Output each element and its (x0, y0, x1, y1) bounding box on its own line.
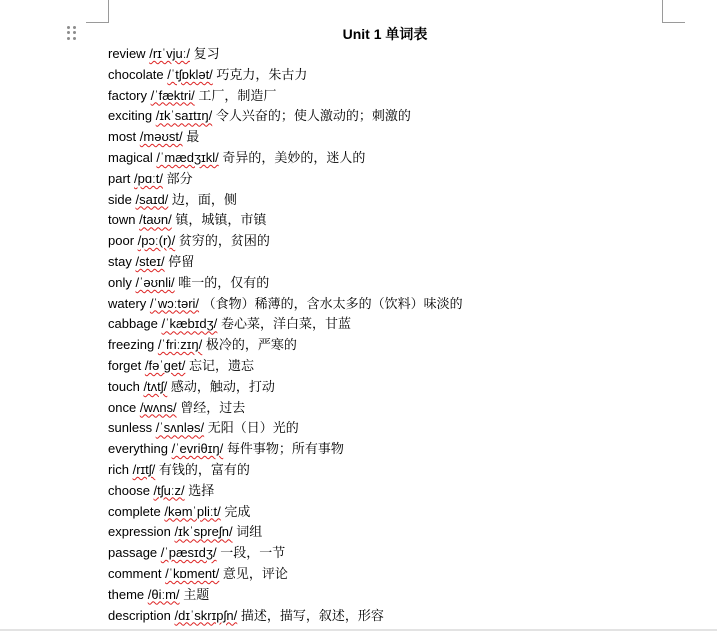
page-corner-mark-left (86, 0, 109, 23)
vocabulary-row (108, 585, 708, 606)
vocabulary-row (108, 169, 708, 190)
vocabulary-meaning: 唯一的，仅有的 (178, 275, 270, 291)
vocabulary-row (108, 564, 708, 585)
vocabulary-word: freezing (108, 337, 155, 353)
vocabulary-row (108, 418, 708, 439)
vocabulary-row (108, 44, 708, 65)
vocabulary-row (108, 481, 708, 502)
vocabulary-meaning: 令人兴奋的；使人激动的；刺激的 (215, 109, 411, 125)
vocabulary-row (108, 148, 708, 169)
vocabulary-row (108, 252, 708, 273)
vocabulary-phonetic: /ˈsʌnləs/ (155, 420, 205, 436)
vocabulary-row (108, 273, 708, 294)
vocabulary-word: touch (108, 378, 140, 394)
vocabulary-word: side (108, 191, 132, 207)
vocabulary-phonetic: /ɪkˈspreʃn/ (174, 524, 233, 540)
vocabulary-row (108, 335, 708, 356)
vocabulary-row (108, 65, 708, 86)
vocabulary-meaning: 最 (186, 130, 200, 146)
vocabulary-phonetic: /ˈtʃɒklət/ (167, 66, 213, 82)
vocabulary-word: cabbage (108, 316, 158, 332)
vocabulary-row (108, 377, 708, 398)
vocabulary-meaning: 工厂，制造厂 (198, 88, 277, 104)
vocabulary-row (108, 398, 708, 419)
vocabulary-phonetic: /saɪd/ (135, 191, 169, 207)
vocabulary-phonetic: /rɪtʃ/ (132, 461, 156, 477)
vocabulary-word: review (108, 46, 146, 61)
vocabulary-phonetic: /steɪ/ (135, 253, 165, 269)
vocabulary-row (108, 231, 708, 252)
vocabulary-phonetic: /fəˈɡet/ (144, 357, 186, 373)
vocabulary-phonetic: /ɪkˈsaɪtɪŋ/ (155, 108, 213, 124)
vocabulary-row (108, 439, 708, 460)
vocabulary-word: exciting (108, 108, 153, 124)
vocabulary-phonetic: /ˈfriːzɪŋ/ (157, 337, 203, 353)
vocabulary-phonetic: /ˈwɔːtəri/ (149, 295, 200, 311)
vocabulary-meaning: 无阳（日）光的 (207, 421, 299, 437)
vocabulary-phonetic: /wʌns/ (139, 399, 177, 415)
vocabulary-phonetic: /tʃuːz/ (153, 482, 185, 498)
vocabulary-word: expression (108, 524, 171, 540)
vocabulary-word: town (108, 212, 136, 228)
vocabulary-phonetic: /ˈəʊnli/ (135, 274, 175, 290)
vocabulary-meaning: 部分 (166, 171, 193, 187)
vocabulary-word: forget (108, 357, 142, 373)
document-title: Unit 1 单词表 (342, 26, 428, 42)
vocabulary-phonetic: /tʌtʃ/ (143, 378, 168, 394)
vocabulary-phonetic: /ˈpæsɪdʒ/ (160, 545, 217, 561)
vocabulary-meaning: 镇，城镇，市镇 (175, 213, 267, 229)
vocabulary-word: only (108, 274, 132, 290)
vocabulary-word: theme (108, 586, 145, 602)
vocabulary-row (108, 86, 708, 107)
vocabulary-meaning: 边，面，侧 (171, 192, 237, 208)
vocabulary-row (108, 543, 708, 564)
vocabulary-meaning: 停留 (168, 254, 195, 270)
vocabulary-row (108, 210, 708, 231)
vocabulary-phonetic: /pɑːt/ (134, 170, 163, 186)
vocabulary-row (108, 127, 708, 148)
vocabulary-word: factory (108, 87, 148, 103)
vocabulary-meaning: 感动，触动，打动 (170, 379, 275, 395)
vocabulary-meaning: 有钱的，富有的 (158, 462, 250, 478)
vocabulary-word: comment (108, 565, 162, 581)
vocabulary-phonetic: /ˈevriθɪŋ/ (171, 441, 224, 457)
vocabulary-row (108, 460, 708, 481)
vocabulary-word: watery (108, 295, 147, 311)
vocabulary-row (108, 190, 708, 211)
vocabulary-meaning: 每件事物；所有事物 (226, 442, 344, 458)
vocabulary-phonetic: /ˈkɒment/ (165, 565, 220, 581)
vocabulary-word: complete (108, 503, 161, 519)
vocabulary-meaning: （食物）稀薄的，含水太多的（饮料）味淡的 (202, 296, 463, 312)
vocabulary-meaning: 完成 (224, 504, 251, 520)
vocabulary-meaning: 卷心菜，洋白菜，甘蓝 (220, 317, 351, 333)
vocabulary-word: most (108, 129, 137, 145)
vocabulary-word: part (108, 170, 131, 186)
vocabulary-phonetic: /θiːm/ (147, 586, 180, 602)
vocabulary-phonetic: /ˈmædʒɪkl/ (156, 149, 219, 165)
vocabulary-phonetic: /məʊst/ (139, 129, 183, 145)
vocabulary-word: magical (108, 149, 153, 165)
vocabulary-word: chocolate (108, 66, 164, 82)
vocabulary-phonetic: /taʊn/ (139, 212, 172, 228)
vocabulary-meaning: 词组 (236, 525, 263, 541)
vocabulary-word: rich (108, 461, 129, 477)
vocabulary-word: passage (108, 545, 158, 561)
vocabulary-phonetic: /kəmˈpliːt/ (164, 503, 221, 519)
vocabulary-meaning: 贫穷的，贫困的 (178, 234, 270, 250)
vocabulary-meaning: 主题 (183, 587, 210, 603)
vocabulary-row (108, 606, 708, 627)
vocabulary-row (108, 522, 708, 543)
vocabulary-phonetic: /ˈkæbɪdʒ/ (161, 316, 218, 332)
vocabulary-phonetic: /dɪˈskrɪpʃn/ (174, 607, 238, 623)
vocabulary-word: choose (108, 482, 150, 498)
vocabulary-phonetic: /rɪˈvjuː/ (149, 46, 190, 61)
vocabulary-row (108, 356, 708, 377)
vocabulary-meaning: 曾经，过去 (180, 400, 246, 416)
page-corner-mark-right (662, 0, 685, 23)
vocabulary-word: stay (108, 253, 132, 269)
vocabulary-word: poor (108, 233, 135, 249)
vocabulary-word: everything (108, 441, 168, 457)
vocabulary-word: sunless (108, 420, 153, 436)
vocabulary-row (108, 502, 708, 523)
vocabulary-meaning: 一段，一节 (220, 546, 286, 562)
vocabulary-meaning: 意见，评论 (222, 566, 288, 582)
vocabulary-row (108, 314, 708, 335)
vocabulary-meaning: 巧克力，朱古力 (216, 67, 308, 83)
vocabulary-phonetic: /pɔː(r)/ (137, 233, 176, 249)
vocabulary-meaning: 复习 (193, 47, 220, 62)
vocabulary-meaning: 选择 (188, 483, 215, 499)
vocabulary-meaning: 忘记，遗忘 (188, 358, 254, 374)
vocabulary-meaning: 奇异的，美妙的，迷人的 (222, 150, 366, 166)
vocabulary-meaning: 描述，描写，叙述，形容 (240, 608, 384, 624)
vocabulary-list (108, 44, 708, 626)
vocabulary-row (108, 294, 708, 315)
vocabulary-word: once (108, 399, 137, 415)
vocabulary-row (108, 106, 708, 127)
vocabulary-phonetic: /ˈfæktri/ (150, 87, 195, 103)
vocabulary-meaning: 极冷的，严寒的 (205, 338, 297, 354)
vocabulary-word: description (108, 607, 171, 623)
